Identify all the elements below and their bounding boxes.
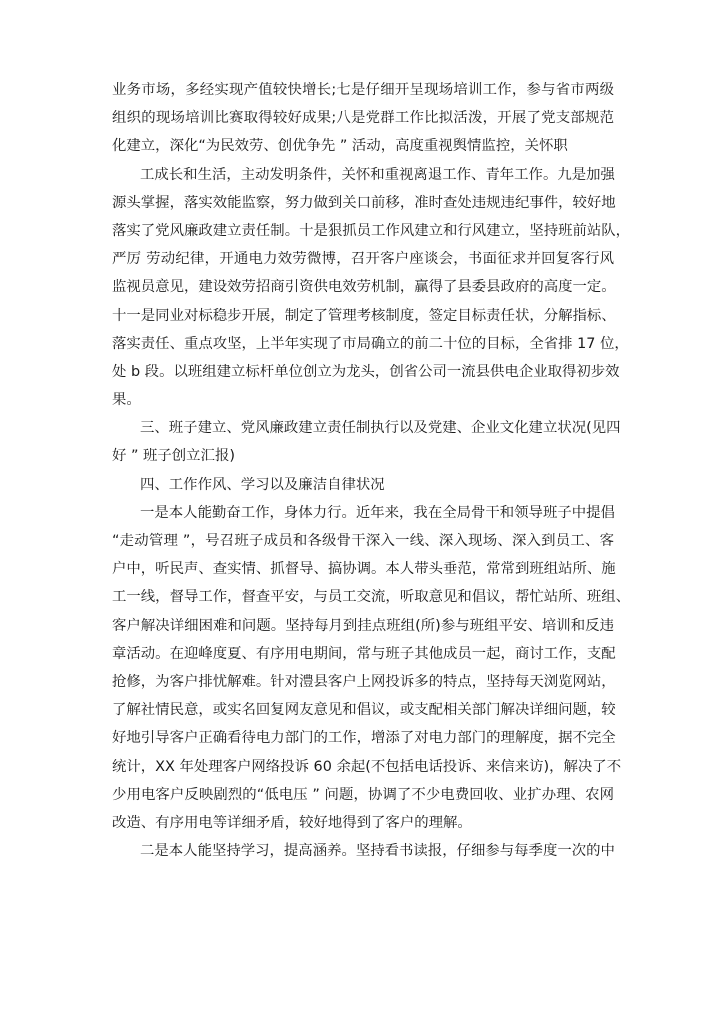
text-line: 了解社情民意，或实名回复网友意见和倡议，或支配相关部门解决详细问题，较 [112,702,616,719]
text-line: 章活动。在迎峰度夏、有序用电期间，常与班子其他成员一起，商讨工作，支配 [112,645,616,662]
text-line: 十一是同业对标稳步开展，制定了管理考核制度，签定目标责任状，分解指标、 [112,307,616,324]
text-line: 工一线，督导工作，督查平安，与员工交流，听取意见和倡议，帮忙站所、班组、 [112,589,631,606]
text-line: 业务市场，多经实现产值较快增长;七是仔细开呈现场培训工作，参与省市两级 [112,82,614,98]
text-line: 落实了党风廉政建立责任制。十是狠抓员工作风建立和行风建立，坚持班前站队， [112,222,631,239]
text-line: 源头掌握，落实效能监察，努力做到关口前移，准时查处违规违纪事件，较好地 [112,194,616,211]
text-line: 四、工作作风、学习以及廉洁自律状况 [140,476,385,493]
text-line: 组织的现场培训比赛取得较好成果;八是党群工作比拟活泼，开展了党支部规范 [112,110,614,127]
text-line: 客户解决详细困难和问题。坚持每月到挂点班组(所)参与班组平安、培训和反违 [112,617,614,634]
text-line: 户中，听民声、查实情、抓督导、搞协调。本人带头垂范，常常到班组站所、施 [112,561,616,578]
text-line: 落实责任、重点攻坚，上半年实现了市局确立的前二十位的目标，全省排 17 位， [112,335,629,352]
body-text [112,76,631,865]
text-line: “走动管理 ”，号召班子成员和各级骨干深入一线、深入现场、深入到员工、客 [112,533,614,549]
text-line: 二是本人能坚持学习，提高涵养。坚持看书读报，仔细参与每季度一次的中 [140,843,615,860]
text-line: 好地引导客户正确看待电力部门的工作，增添了对电力部门的理解度，据不完全 [112,730,616,747]
text-line: 好 ” 班子创立汇报) [112,448,235,465]
text-line: 果。 [112,392,141,409]
text-line: 改造、有序用电等详细矛盾，较好地得到了客户的理解。 [112,814,472,831]
text-line: 一是本人能勤奋工作，身体力行。近年来，我在全局骨干和领导班子中提倡 [140,504,615,521]
text-line: 三、班子建立、党风廉政建立责任制执行以及党建、企业文化建立状况(见四 [140,420,621,437]
text-line: 统计，XX 年处理客户网络投诉 60 余起(不包括电话投诉、来信来访)，解决了不 [112,758,622,775]
text-line: 处 b 段。以班组建立标杆单位创立为龙头，创省公司一流县供电企业取得初步效 [112,363,620,380]
text-line: 抢修，为客户排忧解难。针对澧县客户上网投诉多的特点，坚持每天浏览网站， [112,673,616,690]
text-line: 严厉 劳动纪律，开通电力效劳微博，召开客户座谈会，书面征求并回复客行风 [112,251,614,268]
text-line: 少用电客户反映剧烈的“低电压 ” 问题，协调了不少电费回收、业扩办理、农网 [112,786,614,803]
text-line: 工成长和生活，主动发明条件，关怀和重视离退工作、青年工作。九是加强 [140,166,615,183]
text-line: 化建立，深化“为民效劳、创优争先 ” 活动，高度重视舆情监控，关怀职 [112,138,568,155]
text-line: 监视员意见，建设效劳招商引资供电效劳机制，赢得了县委县政府的高度一定。 [112,279,616,296]
